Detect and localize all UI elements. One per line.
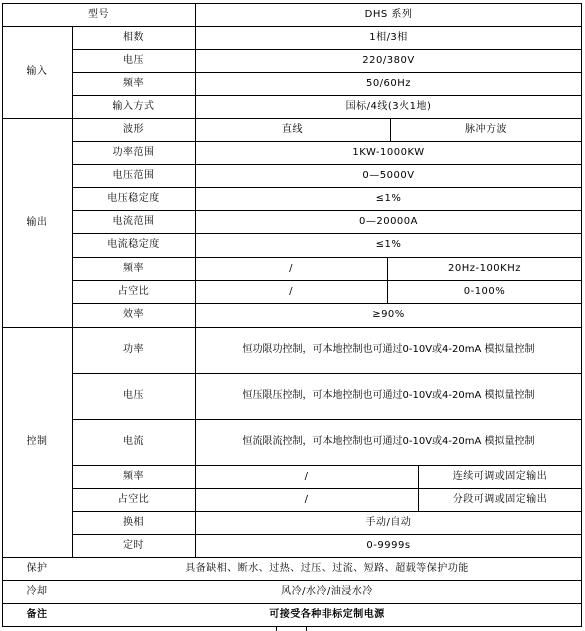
row-value: 国标/4线(3火1地) — [345, 100, 432, 112]
freq-dc-value: / — [289, 262, 293, 274]
duty-pulse-value: 分段可调或固定输出 — [452, 493, 548, 505]
model-label: 型号 — [88, 8, 109, 20]
cooling-value: 风冷/水冷/油浸水冷 — [281, 585, 373, 597]
row-value: 1KW-1000KW — [352, 146, 425, 158]
row-value: 1相/3相 — [369, 31, 408, 43]
row-label: 频率 — [123, 262, 144, 274]
row-label: 相数 — [123, 31, 144, 43]
row-value: 220/380V — [362, 54, 415, 66]
row-label: 电流范围 — [112, 215, 155, 227]
duty-dc-value: / — [289, 285, 293, 297]
row-value: 0-9999s — [366, 539, 411, 551]
remark-label: 备注 — [26, 608, 48, 620]
row-label: 波形 — [123, 123, 144, 135]
row-value: 恒压限压控制，可本地控制也可通过0-10V或4-20mA 模拟量控制 — [242, 390, 535, 401]
section-label-control: 控制 — [26, 436, 48, 447]
waveform-pulse: 脉冲方波 — [465, 123, 507, 135]
row-value: 50/60Hz — [365, 77, 412, 89]
rule — [306, 626, 307, 631]
rule — [2, 626, 582, 627]
row-label: 频率 — [123, 470, 144, 482]
rule — [276, 626, 277, 631]
row-value: 恒流限流控制，可本地控制也可通过0-10V或4-20mA 模拟量控制 — [242, 436, 535, 447]
row-label: 输入方式 — [112, 100, 155, 112]
row-label: 电压 — [123, 54, 144, 66]
cooling-label: 冷却 — [26, 585, 48, 597]
row-label: 换相 — [123, 516, 144, 528]
section-label-input: 输入 — [26, 66, 48, 77]
row-label: 电压稳定度 — [107, 192, 160, 204]
row-value: 0—20000A — [358, 215, 418, 227]
remark-value: 可接受各种非标定制电源 — [269, 608, 385, 620]
row-label: 电流 — [123, 436, 144, 447]
duty-pulse-value: 0-100% — [463, 285, 506, 297]
row-label: 电压范围 — [112, 169, 155, 181]
freq-pulse-value: 连续可调或固定输出 — [452, 470, 548, 482]
freq-pulse-value: 20Hz-100KHz — [447, 262, 521, 274]
section-label-output: 输出 — [26, 216, 48, 228]
row-label: 电压 — [123, 390, 144, 401]
protection-value: 具备缺相、断水、过热、过压、过流、短路、超载等保护功能 — [185, 562, 469, 574]
row-value: 0—5000V — [362, 169, 415, 181]
row-label: 功率 — [123, 344, 144, 355]
row-value: 手动/自动 — [365, 516, 412, 528]
protection-label: 保护 — [26, 562, 48, 574]
waveform-dc: 直线 — [282, 123, 303, 135]
row-label: 占空比 — [117, 285, 150, 297]
row-value: ≤1% — [375, 239, 402, 250]
row-value: ≤1% — [375, 192, 402, 204]
row-value: 恒功限功控制，可本地控制也可通过0-10V或4-20mA 模拟量控制 — [242, 344, 535, 355]
row-label: 电流稳定度 — [107, 239, 160, 250]
row-label: 频率 — [123, 77, 144, 89]
row-label: 功率范围 — [112, 146, 155, 158]
row-label: 定时 — [123, 539, 144, 551]
freq-dc-value: / — [304, 470, 309, 482]
row-label: 效率 — [123, 309, 144, 320]
series-name: DHS 系列 — [364, 8, 413, 20]
row-value: ≥90% — [372, 309, 405, 320]
row-label: 占空比 — [117, 493, 150, 505]
duty-dc-value: / — [304, 493, 309, 505]
